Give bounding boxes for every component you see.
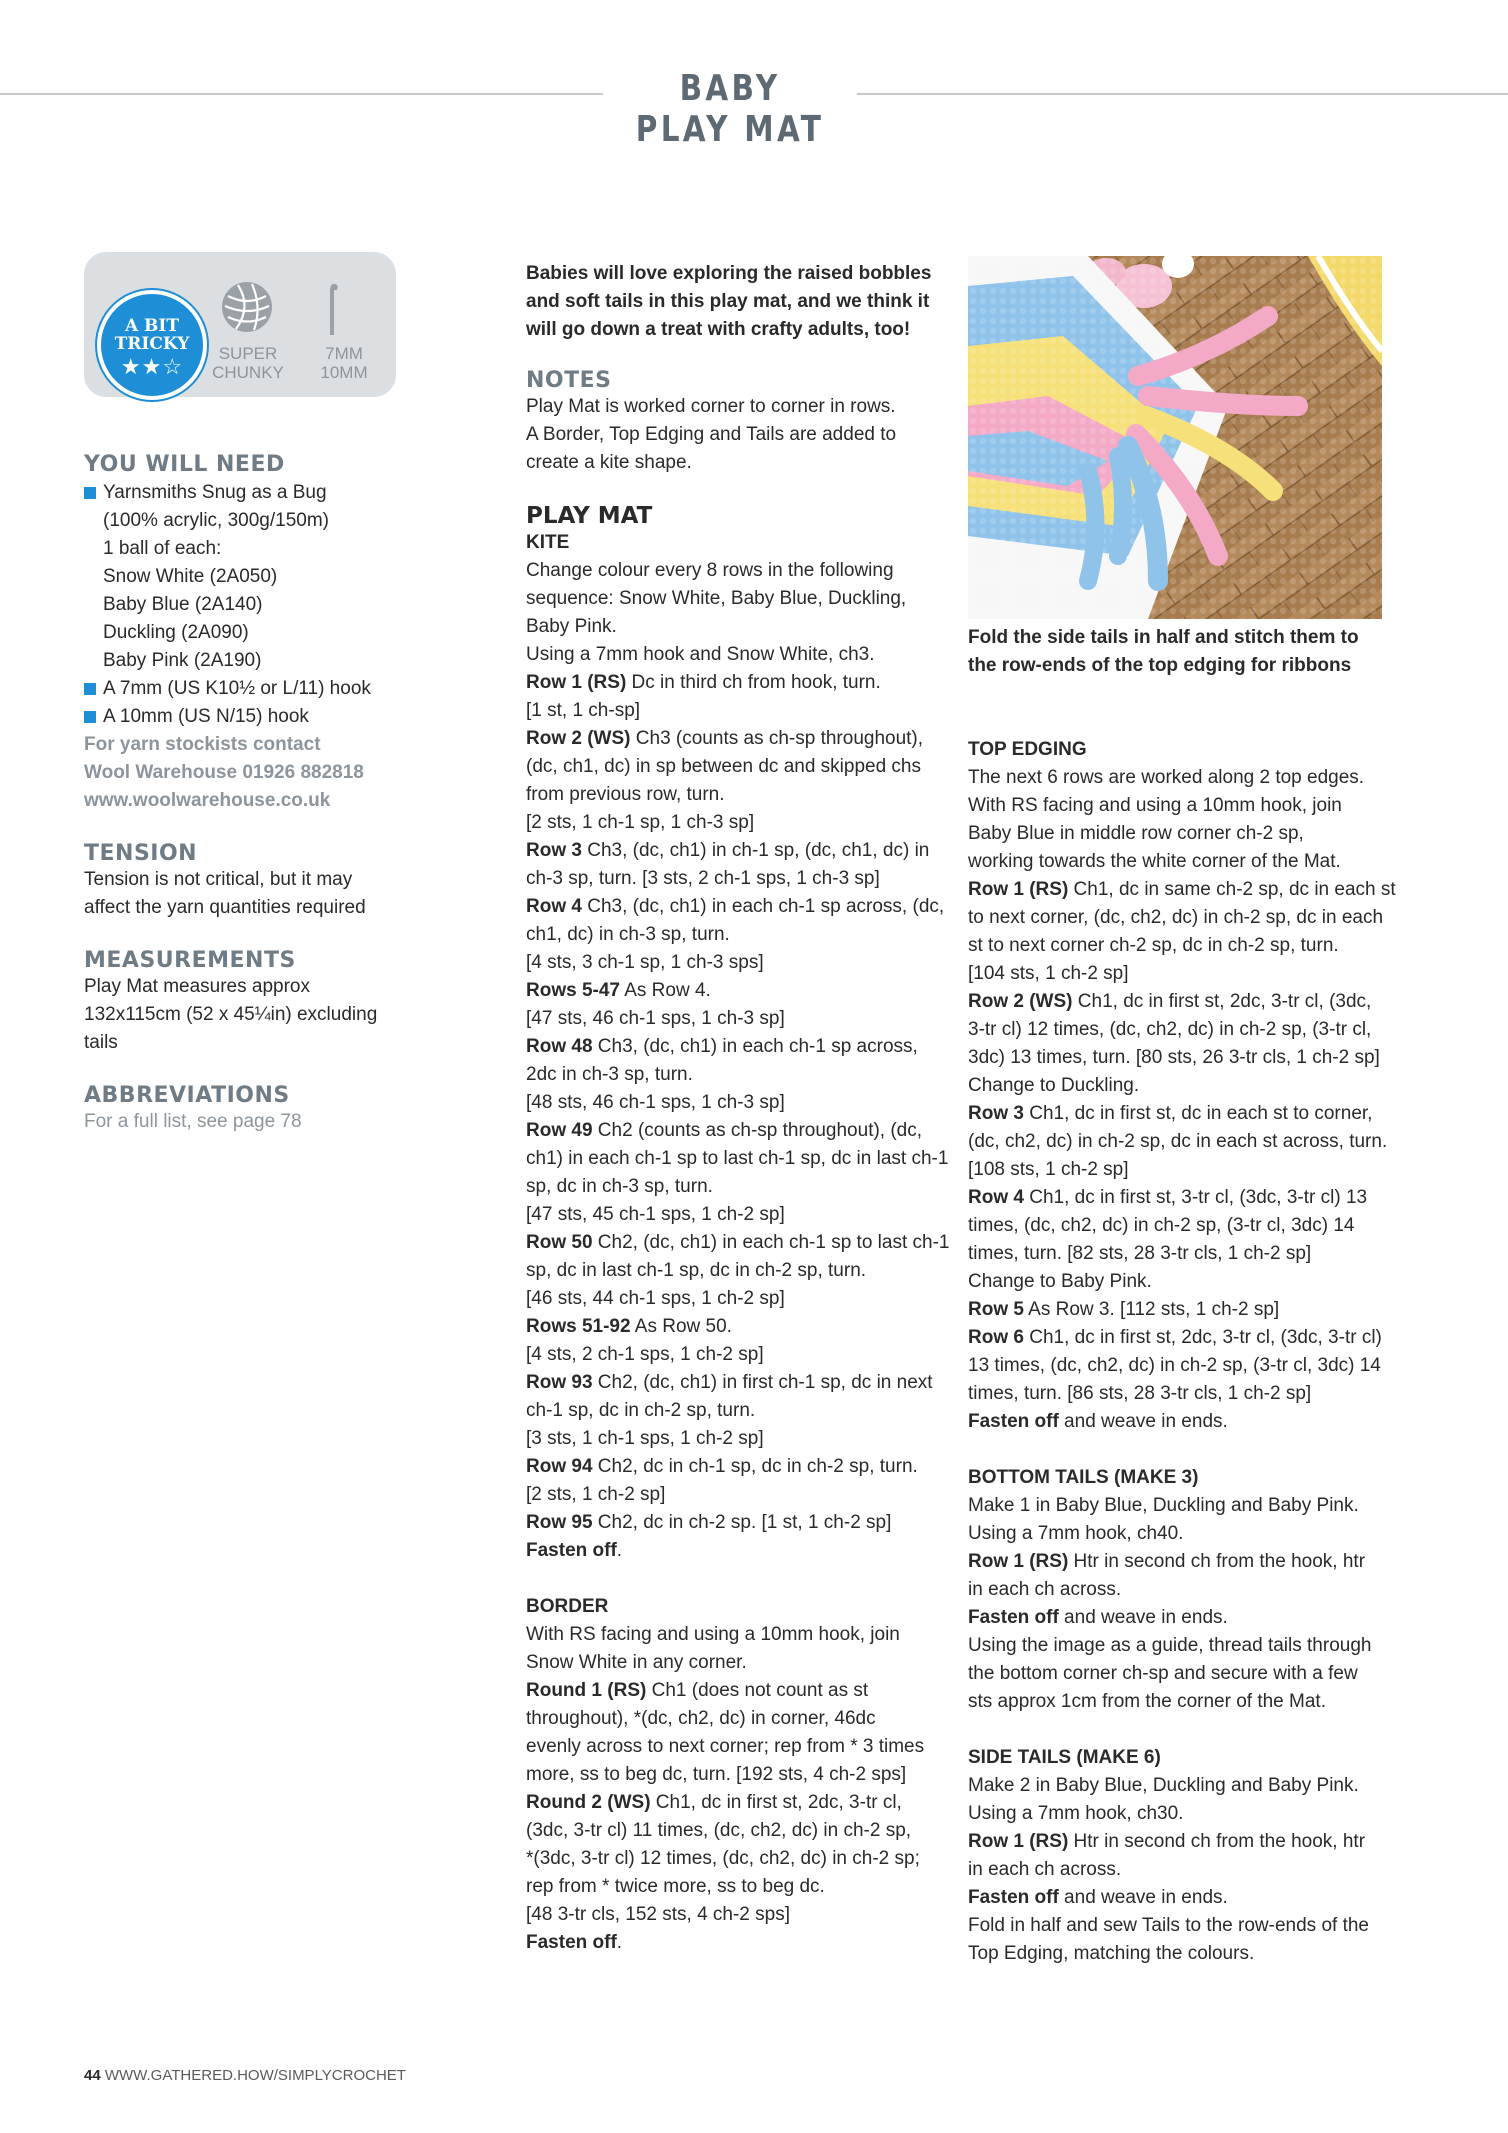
instruction-step-label: Row 49 xyxy=(526,1120,593,1141)
instruction-text: Ch1, dc in first st, 2dc, 3-tr cl, (3dc, 3-tr cl) xyxy=(1023,1327,1382,1348)
intro-line: Babies will love exploring the raised bobbles xyxy=(526,263,932,284)
instruction-text: Htr in second ch from the hook, htr xyxy=(1068,1831,1366,1852)
instruction-line xyxy=(968,1828,1398,1856)
instruction-text: Ch2, (dc, ch1) in first ch-1 sp, dc in next xyxy=(592,1372,933,1393)
instruction-text: working towards the white corner of the Mat. xyxy=(968,851,1341,872)
instruction-line xyxy=(526,1453,946,1481)
instruction-step-label: Row 2 (WS) xyxy=(968,991,1073,1012)
instruction-step-label: Rows 51-92 xyxy=(526,1316,631,1337)
abbreviations-text: For a full list, see page 78 xyxy=(84,1111,302,1132)
instruction-text: sp, dc in last ch-1 sp, dc in ch-2 sp, turn. xyxy=(526,1260,867,1281)
instruction-line xyxy=(526,1425,946,1453)
instruction-line xyxy=(526,557,946,585)
instruction-line xyxy=(526,669,946,697)
page-number: 44 xyxy=(84,2067,101,2084)
instruction-text: Baby Blue in middle row corner ch-2 sp, xyxy=(968,823,1304,844)
instruction-step-label: Row 48 xyxy=(526,1036,593,1057)
instruction-text: (dc, ch1, dc) in sp between dc and skipped chs xyxy=(526,756,922,777)
instruction-text: Ch3, (dc, ch1) in each ch-1 sp across, (dc, xyxy=(581,896,945,917)
instruction-step-label: Row 1 (RS) xyxy=(968,1551,1069,1572)
instruction-line xyxy=(968,1352,1398,1380)
instruction-step-label: Row 1 (RS) xyxy=(968,879,1069,900)
instruction-text: times, turn. [82 sts, 28 3-tr cls, 1 ch-2 sp] xyxy=(968,1243,1312,1264)
instruction-line xyxy=(526,1397,946,1425)
instruction-line xyxy=(526,1201,946,1229)
page-title: BABY PLAY MAT xyxy=(635,68,825,150)
instruction-step-label: Row 3 xyxy=(526,840,582,861)
difficulty-label-line2: TRICKY xyxy=(114,334,190,354)
instruction-line xyxy=(526,1145,949,1173)
instruction-line xyxy=(526,1901,946,1929)
instruction-line xyxy=(968,1296,1398,1324)
instruction-text: sp, dc in ch-3 sp, turn. xyxy=(526,1176,713,1197)
materials-item-yarn xyxy=(84,479,424,675)
kite-instructions xyxy=(526,557,950,1565)
tension-heading: TENSION xyxy=(84,841,198,866)
yarn-colour: Baby Pink (2A190) xyxy=(103,650,262,671)
instruction-line xyxy=(526,1873,946,1901)
border-instructions xyxy=(526,1621,946,1957)
measurements-line: 132x115cm (52 x 45¼in) excluding xyxy=(84,1004,378,1025)
hook-10mm-text: A 10mm (US N/15) hook xyxy=(103,706,309,727)
yarn-colour: Snow White (2A050) xyxy=(103,566,278,587)
abbreviations-heading: ABBREVIATIONS xyxy=(84,1083,290,1108)
instruction-line xyxy=(968,820,1398,848)
instruction-step-label: Fasten off xyxy=(968,1887,1059,1908)
instruction-text: in each ch across. xyxy=(968,1859,1122,1880)
instruction-text: Change to Baby Pink. xyxy=(968,1271,1152,1292)
instruction-text: Using a 7mm hook and Snow White, ch3. xyxy=(526,644,875,665)
yarn-colour: Baby Blue (2A140) xyxy=(103,594,263,615)
instruction-line xyxy=(968,1072,1398,1100)
measurements-heading: MEASUREMENTS xyxy=(84,948,296,973)
instruction-text: [3 sts, 1 ch-1 sps, 1 ch-2 sp] xyxy=(526,1428,764,1449)
instruction-text: ch-1 sp, dc in ch-2 sp, turn. xyxy=(526,1400,756,1421)
instruction-line xyxy=(526,893,946,921)
instruction-text: As Row 50. xyxy=(630,1316,732,1337)
yarn-ball-icon xyxy=(222,282,272,332)
photo-caption-line: Fold the side tails in half and stitch them to xyxy=(968,627,1359,648)
instruction-step-label: Fasten off xyxy=(526,1540,617,1561)
instruction-line xyxy=(526,1789,946,1817)
instruction-text: ch1, dc) in ch-3 sp, turn. xyxy=(526,924,730,945)
border-heading: BORDER xyxy=(526,1596,609,1617)
difficulty-label xyxy=(101,317,203,353)
instruction-line xyxy=(968,1576,1398,1604)
instruction-line xyxy=(526,977,946,1005)
instruction-text: Htr in second ch from the hook, htr xyxy=(1068,1551,1366,1572)
instruction-text: rep from * twice more, ss to beg dc. xyxy=(526,1876,825,1897)
instruction-text: Using a 7mm hook, ch40. xyxy=(968,1523,1184,1544)
instruction-text: . xyxy=(616,1932,623,1953)
instruction-text: 13 times, (dc, ch2, dc) in ch-2 sp, (3-tr cl, 3dc) 14 xyxy=(968,1355,1381,1376)
instruction-step-label: Row 5 xyxy=(968,1299,1024,1320)
instruction-step-label: Fasten off xyxy=(968,1411,1059,1432)
instruction-text: Ch1 (does not count as st xyxy=(646,1680,869,1701)
instruction-text: [4 sts, 2 ch-1 sps, 1 ch-2 sp] xyxy=(526,1344,764,1365)
instruction-text: Using the image as a guide, thread tails through xyxy=(968,1635,1372,1656)
bottom-tails-heading: BOTTOM TAILS (MAKE 3) xyxy=(968,1467,1199,1488)
notes-heading: NOTES xyxy=(526,368,612,393)
instruction-text: [46 sts, 44 ch-1 sps, 1 ch-2 sp] xyxy=(526,1288,785,1309)
stockist-url[interactable]: www.woolwarehouse.co.uk xyxy=(84,790,331,811)
instruction-text: [47 sts, 46 ch-1 sps, 1 ch-3 sp] xyxy=(526,1008,785,1029)
yarn-quantity: 1 ball of each: xyxy=(103,538,222,559)
notes-line: A Border, Top Edging and Tails are added to xyxy=(526,424,897,445)
instruction-text: ch-3 sp, turn. [3 sts, 2 ch-1 sps, 1 ch-3 sp] xyxy=(526,868,880,889)
instruction-text: [48 sts, 46 ch-1 sps, 1 ch-3 sp] xyxy=(526,1092,785,1113)
instruction-text: times, (dc, ch2, dc) in ch-2 sp, (3-tr cl, 3dc) 14 xyxy=(968,1215,1355,1236)
instruction-line xyxy=(968,1240,1398,1268)
instruction-text: sts approx 1cm from the corner of the Mat. xyxy=(968,1691,1326,1712)
instruction-text: and weave in ends. xyxy=(1058,1887,1228,1908)
instruction-text: [48 3-tr cls, 152 sts, 4 ch-2 sps] xyxy=(526,1904,790,1925)
instruction-text: Change colour every 8 rows in the following xyxy=(526,560,894,581)
header-rule-right xyxy=(857,93,1508,95)
instruction-line xyxy=(968,1212,1398,1240)
hook-size-line1: 7MM xyxy=(325,344,363,363)
instruction-text: Using a 7mm hook, ch30. xyxy=(968,1803,1184,1824)
tension-text xyxy=(84,866,424,922)
instruction-line xyxy=(968,1856,1398,1884)
instruction-text: Baby Pink. xyxy=(526,616,617,637)
instruction-line xyxy=(526,949,946,977)
page-footer xyxy=(84,2067,406,2084)
instruction-text: more, ss to beg dc, turn. [192 sts, 4 ch-2 sps] xyxy=(526,1764,907,1785)
instruction-line xyxy=(968,1268,1398,1296)
instruction-text: and weave in ends. xyxy=(1058,1607,1228,1628)
instruction-line xyxy=(968,764,1398,792)
left-column xyxy=(84,452,424,1136)
instruction-line xyxy=(968,1632,1398,1660)
instruction-step-label: Row 94 xyxy=(526,1456,593,1477)
instruction-line xyxy=(968,960,1398,988)
instruction-text: Ch2, dc in ch-1 sp, dc in ch-2 sp, turn. xyxy=(592,1456,918,1477)
yarn-colour: Duckling (2A090) xyxy=(103,622,249,643)
right-column xyxy=(968,736,1398,1968)
bullet-square-icon xyxy=(84,711,96,723)
instruction-step-label: Row 4 xyxy=(526,896,582,917)
instruction-step-label: Row 95 xyxy=(526,1512,593,1533)
instruction-text: the bottom corner ch-sp and secure with a few xyxy=(968,1663,1358,1684)
photo-caption-line: the row-ends of the top edging for ribbons xyxy=(968,655,1352,676)
instruction-text: ch1) in each ch-1 sp to last ch-1 sp, dc in last ch-1 xyxy=(526,1148,949,1169)
instruction-step-label: Round 2 (WS) xyxy=(526,1792,651,1813)
intro-line: will go down a treat with crafty adults, too! xyxy=(526,319,911,340)
instruction-line xyxy=(526,697,946,725)
instruction-line xyxy=(526,1817,946,1845)
yarn-composition: (100% acrylic, 300g/150m) xyxy=(103,510,329,531)
instruction-text: times, turn. [86 sts, 28 3-tr cls, 1 ch-2 sp] xyxy=(968,1383,1312,1404)
instruction-step-label: Row 50 xyxy=(526,1232,593,1253)
instruction-step-label: Row 4 xyxy=(968,1187,1024,1208)
instruction-line xyxy=(968,932,1398,960)
materials-item-hook-7mm xyxy=(84,675,424,703)
instruction-line xyxy=(968,1884,1398,1912)
instruction-line xyxy=(968,1548,1398,1576)
instruction-line xyxy=(968,1912,1398,1940)
instruction-line xyxy=(968,1044,1398,1072)
instruction-text: The next 6 rows are worked along 2 top edges. xyxy=(968,767,1365,788)
instruction-text: [4 sts, 3 ch-1 sp, 1 ch-3 sps] xyxy=(526,952,764,973)
instruction-line xyxy=(526,1173,946,1201)
instruction-text: As Row 4. xyxy=(619,980,711,1001)
instruction-line xyxy=(526,1677,946,1705)
instruction-step-label: Row 1 (RS) xyxy=(968,1831,1069,1852)
difficulty-rating xyxy=(97,290,207,400)
crochet-hook-icon xyxy=(322,281,342,337)
instruction-line xyxy=(968,1408,1398,1436)
instruction-line xyxy=(526,725,946,753)
you-will-need-heading: YOU WILL NEED xyxy=(84,452,285,477)
notes-line: create a kite shape. xyxy=(526,452,692,473)
instruction-text: Ch2, (dc, ch1) in each ch-1 sp to last ch-1 xyxy=(592,1232,950,1253)
instruction-line xyxy=(526,1649,946,1677)
top-edging-instructions xyxy=(968,764,1398,1436)
instruction-text: Ch3, (dc, ch1) in ch-1 sp, (dc, ch1, dc) in xyxy=(581,840,930,861)
materials-list xyxy=(84,479,424,731)
instruction-line xyxy=(526,1509,946,1537)
measurements-line: tails xyxy=(84,1032,118,1053)
stockist-line1: For yarn stockists contact xyxy=(84,734,321,755)
footer-url[interactable]: WWW.GATHERED.HOW/SIMPLYCROCHET xyxy=(104,2067,406,2084)
top-edging-heading: TOP EDGING xyxy=(968,739,1087,760)
instruction-text: *(3dc, 3-tr cl) 12 times, (dc, ch2, dc) in ch-2 sp; xyxy=(526,1848,920,1869)
play-mat-photo xyxy=(968,256,1382,619)
instruction-line xyxy=(968,1660,1398,1688)
instruction-text: Ch3 (counts as ch-sp throughout), xyxy=(630,728,924,749)
instruction-line xyxy=(526,1117,946,1145)
instruction-step-label: Round 1 (RS) xyxy=(526,1680,647,1701)
hook-7mm-text: A 7mm (US K10½ or L/11) hook xyxy=(103,678,371,699)
instruction-step-label: Row 2 (WS) xyxy=(526,728,631,749)
instruction-text: Change to Duckling. xyxy=(968,1075,1140,1096)
instruction-text: Ch1, dc in first st, 2dc, 3-tr cl, (3dc, xyxy=(1072,991,1372,1012)
instruction-text: Snow White in any corner. xyxy=(526,1652,747,1673)
notes-line: Play Mat is worked corner to corner in rows. xyxy=(526,396,896,417)
instruction-line xyxy=(968,1128,1398,1156)
instruction-text: Ch2, dc in ch-2 sp. [1 st, 1 ch-2 sp] xyxy=(592,1512,892,1533)
intro-text xyxy=(526,260,946,344)
instruction-text: 2dc in ch-3 sp, turn. xyxy=(526,1064,693,1085)
instruction-text: [108 sts, 1 ch-2 sp] xyxy=(968,1159,1129,1180)
instruction-line xyxy=(526,1229,950,1257)
instruction-line xyxy=(526,1061,946,1089)
instruction-text: Ch2 (counts as ch-sp throughout), (dc, xyxy=(592,1120,923,1141)
instruction-text: . xyxy=(616,1540,623,1561)
instruction-text: As Row 3. [112 sts, 1 ch-2 sp] xyxy=(1023,1299,1280,1320)
instruction-line xyxy=(526,753,946,781)
instruction-text: Ch1, dc in first st, 3-tr cl, (3dc, 3-tr cl) 13 xyxy=(1023,1187,1368,1208)
instruction-line xyxy=(526,1761,946,1789)
instruction-line xyxy=(968,1604,1398,1632)
instruction-line xyxy=(968,876,1398,904)
side-tails-instructions xyxy=(968,1772,1398,1968)
instruction-line xyxy=(968,1184,1398,1212)
instruction-line xyxy=(968,1772,1398,1800)
instruction-text: Ch1, dc in first st, 2dc, 3-tr cl, xyxy=(650,1792,902,1813)
instruction-step-label: Row 1 (RS) xyxy=(526,672,627,693)
instruction-text: sequence: Snow White, Baby Blue, Duckling, xyxy=(526,588,907,609)
instruction-text: Dc in third ch from hook, turn. xyxy=(626,672,881,693)
instruction-step-label: Fasten off xyxy=(526,1932,617,1953)
materials-item-hook-10mm xyxy=(84,703,424,731)
instruction-text: throughout), *(dc, ch2, dc) in corner, 46dc xyxy=(526,1708,876,1729)
instruction-line xyxy=(968,1520,1398,1548)
instruction-line xyxy=(526,585,946,613)
instruction-text: With RS facing and using a 10mm hook, join xyxy=(968,795,1342,816)
instruction-line xyxy=(526,865,946,893)
hook-size-line2: 10MM xyxy=(320,363,368,382)
instruction-line xyxy=(526,781,946,809)
instruction-line xyxy=(968,792,1398,820)
instruction-text: (dc, ch2, dc) in ch-2 sp, dc in each st across, turn. xyxy=(968,1131,1388,1152)
instruction-line xyxy=(526,641,946,669)
stockist-phone: Wool Warehouse 01926 882818 xyxy=(84,762,364,783)
intro-line: and soft tails in this play mat, and we think it xyxy=(526,291,930,312)
instruction-step-label: Row 6 xyxy=(968,1327,1024,1348)
instruction-text: (3dc, 3-tr cl) 11 times, (dc, ch2, dc) in ch-2 sp, xyxy=(526,1820,912,1841)
tension-line: Tension is not critical, but it may xyxy=(84,869,353,890)
instruction-step-label: Rows 5-47 xyxy=(526,980,620,1001)
yarn-name: Yarnsmiths Snug as a Bug xyxy=(103,482,327,503)
instruction-line xyxy=(526,1341,946,1369)
instruction-text: [47 sts, 45 ch-1 sps, 1 ch-2 sp] xyxy=(526,1204,785,1225)
instruction-text: Ch1, dc in same ch-2 sp, dc in each st xyxy=(1068,879,1396,900)
photo-caption xyxy=(968,624,1398,680)
instruction-step-label: Row 93 xyxy=(526,1372,593,1393)
instruction-line xyxy=(968,904,1398,932)
instruction-line xyxy=(968,988,1398,1016)
instruction-line xyxy=(526,1481,946,1509)
notes-text xyxy=(526,393,946,477)
instruction-step-label: Row 3 xyxy=(968,1103,1024,1124)
measurements-line: Play Mat measures approx xyxy=(84,976,310,997)
instruction-text: Make 1 in Baby Blue, Duckling and Baby Pink. xyxy=(968,1495,1359,1516)
instruction-text: evenly across to next corner; rep from * 3 times xyxy=(526,1736,925,1757)
instruction-line xyxy=(968,1688,1398,1716)
header-rule-left xyxy=(0,93,603,95)
instruction-line xyxy=(968,1940,1398,1968)
instruction-text: st to next corner ch-2 sp, dc in ch-2 sp, turn. xyxy=(968,935,1339,956)
instruction-line xyxy=(526,1929,946,1957)
instruction-text: Ch3, (dc, ch1) in each ch-1 sp across, xyxy=(592,1036,918,1057)
tension-line: affect the yarn quantities required xyxy=(84,897,366,918)
instruction-line xyxy=(526,1033,946,1061)
instruction-text: 3-tr cl) 12 times, (dc, ch2, dc) in ch-2 sp, (3-tr cl, xyxy=(968,1019,1372,1040)
instruction-line xyxy=(526,613,946,641)
instruction-text: [2 sts, 1 ch-1 sp, 1 ch-3 sp] xyxy=(526,812,755,833)
yarn-weight-line1: SUPER xyxy=(218,344,278,363)
bottom-tails-instructions xyxy=(968,1492,1398,1716)
instruction-line xyxy=(968,1492,1398,1520)
instruction-step-label: Fasten off xyxy=(968,1607,1059,1628)
instruction-text: in each ch across. xyxy=(968,1579,1122,1600)
play-mat-heading: PLAY MAT xyxy=(526,503,653,529)
instruction-line xyxy=(526,1537,946,1565)
instruction-line xyxy=(526,1285,946,1313)
stockist-contact xyxy=(84,731,424,815)
instruction-text: With RS facing and using a 10mm hook, join xyxy=(526,1624,900,1645)
difficulty-label-line1: A BIT xyxy=(124,316,180,336)
instruction-line xyxy=(968,1800,1398,1828)
instruction-line xyxy=(526,921,946,949)
instruction-line xyxy=(526,1257,946,1285)
instruction-line xyxy=(526,809,946,837)
instruction-line xyxy=(968,1324,1398,1352)
bullet-square-icon xyxy=(84,683,96,695)
instruction-line xyxy=(526,1369,946,1397)
difficulty-stars: ★★☆ xyxy=(120,354,184,379)
instruction-text: Make 2 in Baby Blue, Duckling and Baby Pink. xyxy=(968,1775,1359,1796)
measurements-text xyxy=(84,973,424,1057)
instruction-line xyxy=(526,1705,946,1733)
instruction-text: from previous row, turn. xyxy=(526,784,725,805)
instruction-line xyxy=(526,837,946,865)
instruction-text: 3dc) 13 times, turn. [80 sts, 26 3-tr cls, 1 ch-2 sp] xyxy=(968,1047,1380,1068)
kite-heading: KITE xyxy=(526,532,570,553)
instruction-text: Ch1, dc in first st, dc in each st to corner, xyxy=(1023,1103,1373,1124)
instruction-line xyxy=(526,1621,946,1649)
side-tails-heading: SIDE TAILS (MAKE 6) xyxy=(968,1747,1161,1768)
instruction-text: to next corner, (dc, ch2, dc) in ch-2 sp, dc in each xyxy=(968,907,1384,928)
middle-column xyxy=(526,260,950,1957)
instruction-text: [2 sts, 1 ch-2 sp] xyxy=(526,1484,666,1505)
instruction-line xyxy=(526,1005,946,1033)
instruction-line xyxy=(968,1100,1398,1128)
instruction-line xyxy=(526,1313,946,1341)
yarn-weight-line2: CHUNKY xyxy=(212,363,284,382)
instruction-line xyxy=(968,848,1398,876)
instruction-line xyxy=(526,1089,946,1117)
yarn-weight-label xyxy=(200,344,296,382)
instruction-line xyxy=(968,1016,1398,1044)
instruction-text: [104 sts, 1 ch-2 sp] xyxy=(968,963,1129,984)
bullet-square-icon xyxy=(84,487,96,499)
hook-size-label xyxy=(306,344,382,382)
instruction-line xyxy=(968,1380,1398,1408)
instruction-text: [1 st, 1 ch-sp] xyxy=(526,700,641,721)
instruction-text: Fold in half and sew Tails to the row-ends of the xyxy=(968,1915,1369,1936)
instruction-line xyxy=(526,1733,946,1761)
instruction-line xyxy=(526,1845,946,1873)
instruction-text: Top Edging, matching the colours. xyxy=(968,1943,1255,1964)
instruction-line xyxy=(968,1156,1398,1184)
instruction-text: and weave in ends. xyxy=(1058,1411,1228,1432)
